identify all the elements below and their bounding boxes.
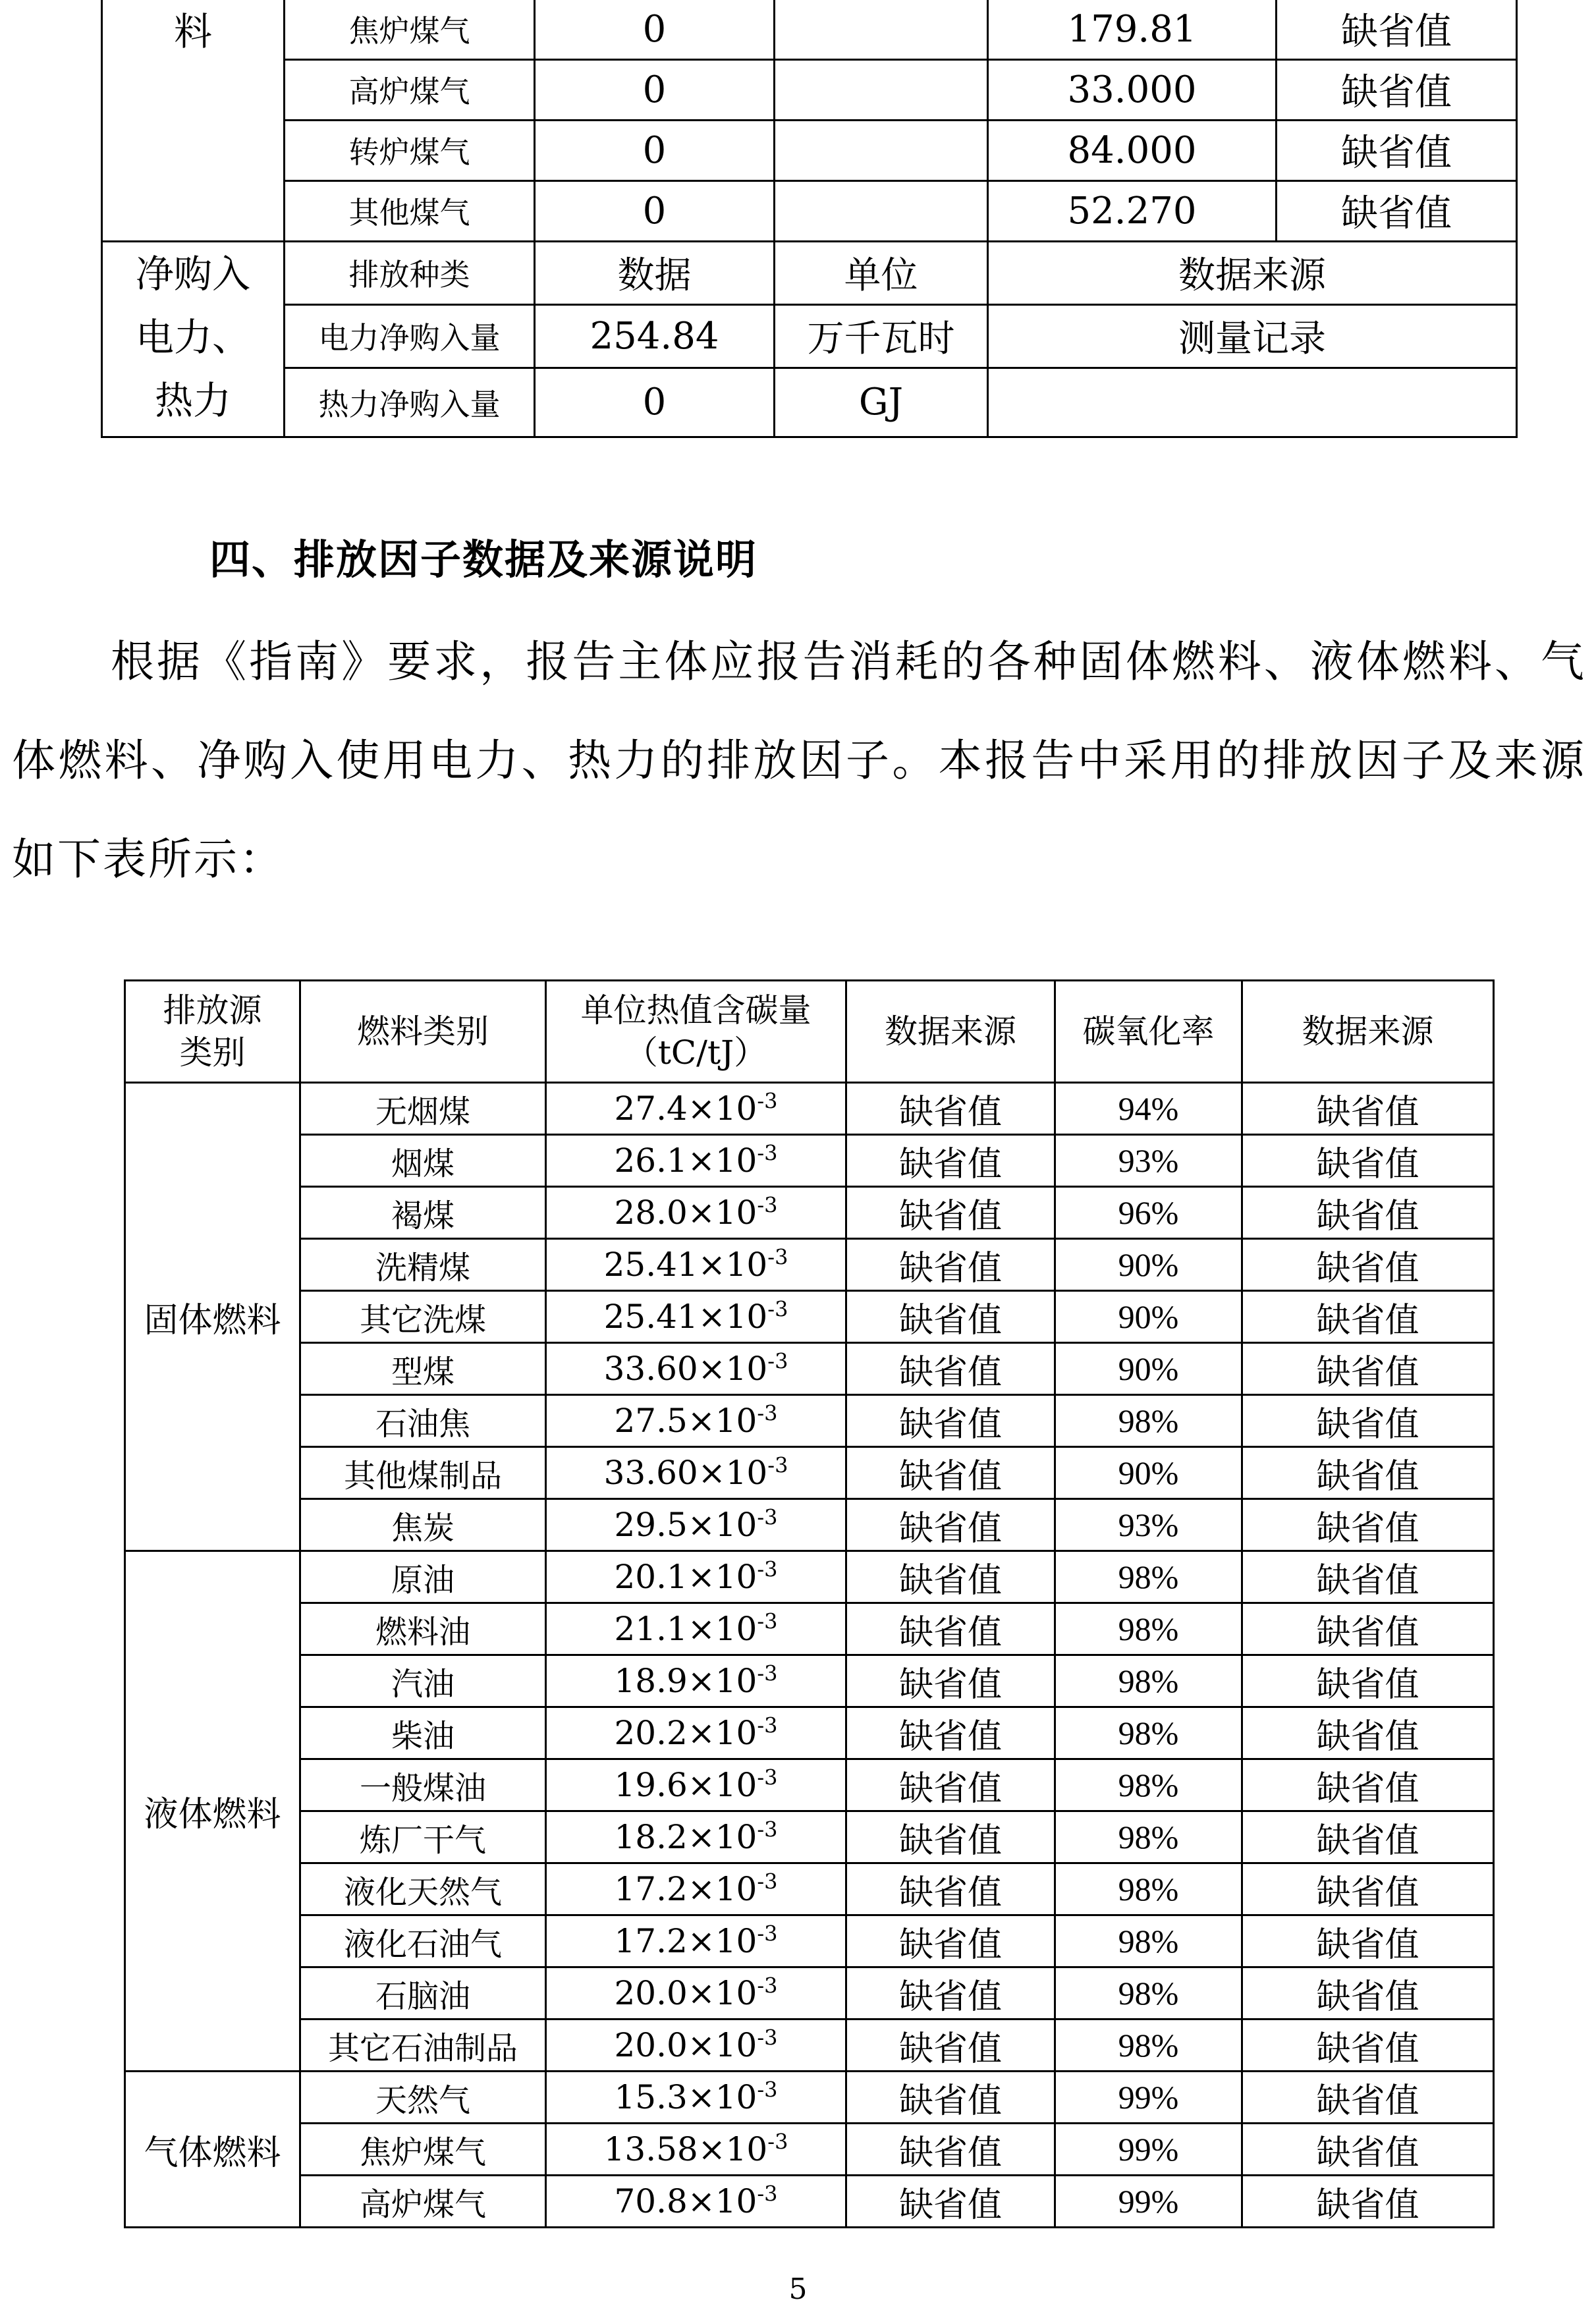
table-row [102,120,1517,180]
oxidation-source-cell: 缺省值 [1242,2176,1494,2228]
fuel-type-cell: 型煤 [300,1343,546,1395]
table-row [125,2020,1494,2072]
carbon-content-cell [546,1135,846,1187]
oxidation-rate-cell: 94% [1055,1083,1242,1135]
heat-data: 0 [535,368,775,437]
fuel-type-cell: 焦炉煤气 [300,2124,546,2176]
carbon-value: 17.2×10 [614,1870,757,1908]
table-row [125,1967,1494,2020]
exponent: -3 [767,1244,788,1270]
table-row [125,1603,1494,1655]
fuel-name: 高炉煤气 [285,59,535,120]
oxidation-rate-cell: 90% [1055,1343,1242,1395]
table-row [125,1707,1494,1759]
fuel-name: 转炉煤气 [285,120,535,180]
exponent: -3 [757,1973,778,1998]
oxidation-source-cell: 缺省值 [1242,1863,1494,1915]
exponent: -3 [767,2129,788,2155]
elec-type: 电力净购入量 [285,304,535,368]
carbon-content-cell [546,1863,846,1915]
exponent: -3 [757,2025,778,2050]
header-source1: 数据来源 [846,981,1055,1083]
fuel-type-cell: 高炉煤气 [300,2176,546,2228]
fuel-source: 缺省值 [1277,120,1517,180]
table-row [125,1759,1494,1811]
oxidation-rate-cell: 93% [1055,1499,1242,1551]
carbon-source-cell: 缺省值 [846,2176,1055,2228]
oxidation-rate-cell: 98% [1055,1551,1242,1603]
carbon-content-cell [546,1915,846,1967]
exponent: -3 [767,1452,788,1478]
carbon-source-cell: 缺省值 [846,1915,1055,1967]
carbon-source-cell: 缺省值 [846,1135,1055,1187]
header-line: 排放源 [163,991,262,1030]
category-line: 净购入 [135,251,250,296]
category-cell: 气体燃料 [125,2072,300,2228]
oxidation-rate-cell: 98% [1055,1603,1242,1655]
oxidation-rate-cell: 98% [1055,1395,1242,1447]
carbon-content-cell [546,1447,846,1499]
carbon-content-cell [546,1343,846,1395]
category-cell: 液体燃料 [125,1551,300,2072]
fuel-type-cell: 原油 [300,1551,546,1603]
header-line: 类别 [179,1033,246,1072]
carbon-source-cell: 缺省值 [846,1395,1055,1447]
exponent: -3 [757,1556,778,1582]
fuel-value: 52.270 [988,180,1277,241]
oxidation-rate-cell: 96% [1055,1187,1242,1239]
carbon-value: 20.1×10 [614,1558,757,1596]
carbon-content-cell [546,2072,846,2124]
carbon-content-cell [546,2020,846,2072]
fuel-source: 缺省值 [1277,180,1517,241]
fuel-type-cell: 无烟煤 [300,1083,546,1135]
carbon-value: 15.3×10 [614,2078,757,2116]
elec-data: 254.84 [535,304,775,368]
table-row [125,1551,1494,1603]
fuel-name: 焦炉煤气 [285,0,535,59]
carbon-content-cell [546,1239,846,1291]
carbon-content-cell [546,1083,846,1135]
table-row [102,368,1517,437]
oxidation-source-cell: 缺省值 [1242,1655,1494,1707]
carbon-value: 18.2×10 [614,1818,757,1856]
table-row [125,1291,1494,1343]
fuel-type-cell: 液化石油气 [300,1915,546,1967]
carbon-value: 21.1×10 [614,1610,757,1648]
exponent: -3 [757,1504,778,1530]
oxidation-source-cell: 缺省值 [1242,1499,1494,1551]
carbon-value: 27.5×10 [614,1402,757,1440]
fuel-unit [775,120,988,180]
header-oxidation: 碳氧化率 [1055,981,1242,1083]
exponent: -3 [767,1348,788,1374]
oxidation-rate-cell: 98% [1055,2020,1242,2072]
carbon-value: 33.60×10 [603,1350,768,1388]
header-type: 排放种类 [285,241,535,304]
fuel-data: 0 [535,120,775,180]
section-heading: 四、排放因子数据及来源说明 [209,536,758,584]
carbon-content-cell [546,1811,846,1863]
fuel-type-cell: 液化天然气 [300,1863,546,1915]
oxidation-rate-cell: 93% [1055,1135,1242,1187]
oxidation-rate-cell: 99% [1055,2176,1242,2228]
section-paragraph: 根据《指南》要求，报告主体应报告消耗的各种固体燃料、液体燃料、气体燃料、净购入使用电力、热力的排放因子。本报告中采用的排放因子及来源如下表所示： [12,636,1586,885]
table-row [125,1239,1494,1291]
table-row [125,1395,1494,1447]
carbon-source-cell: 缺省值 [846,1083,1055,1135]
carbon-content-cell [546,1707,846,1759]
header-category [125,981,300,1083]
fuel-type-cell: 洗精煤 [300,1239,546,1291]
fuel-data: 0 [535,0,775,59]
carbon-source-cell: 缺省值 [846,1655,1055,1707]
table-header-row [125,981,1494,1083]
carbon-source-cell: 缺省值 [846,1187,1055,1239]
carbon-source-cell: 缺省值 [846,1863,1055,1915]
table-row [125,1135,1494,1187]
table-row [125,1655,1494,1707]
fuel-type-cell: 其它洗煤 [300,1291,546,1343]
table-row [125,2072,1494,2124]
exponent: -3 [757,1192,778,1218]
oxidation-source-cell: 缺省值 [1242,1291,1494,1343]
header-source: 数据来源 [988,241,1517,304]
table-row [125,1863,1494,1915]
header-carbon [546,981,846,1083]
oxidation-source-cell: 缺省值 [1242,1603,1494,1655]
fuel-type-cell: 汽油 [300,1655,546,1707]
table-row [125,1915,1494,1967]
carbon-source-cell: 缺省值 [846,1707,1055,1759]
fuel-type-cell: 其他煤制品 [300,1447,546,1499]
carbon-content-cell [546,1291,846,1343]
emission-data-table-continued [101,0,1518,438]
carbon-source-cell: 缺省值 [846,1447,1055,1499]
carbon-content-cell [546,1499,846,1551]
header-line: （tC/tJ） [624,1033,767,1072]
fuel-type-cell: 柴油 [300,1707,546,1759]
carbon-value: 70.8×10 [614,2182,757,2220]
carbon-source-cell: 缺省值 [846,1759,1055,1811]
fuel-value: 84.000 [988,120,1277,180]
oxidation-source-cell: 缺省值 [1242,1707,1494,1759]
heat-unit: GJ [775,368,988,437]
table-row [102,304,1517,368]
oxidation-rate-cell: 98% [1055,1655,1242,1707]
fuel-source: 缺省值 [1277,0,1517,59]
carbon-content-cell [546,1655,846,1707]
carbon-content-cell [546,2124,846,2176]
fuel-type-cell: 其它石油制品 [300,2020,546,2072]
header-unit: 单位 [775,241,988,304]
carbon-value: 18.9×10 [614,1662,757,1700]
oxidation-source-cell: 缺省值 [1242,2020,1494,2072]
carbon-content-cell [546,2176,846,2228]
carbon-source-cell: 缺省值 [846,1811,1055,1863]
oxidation-source-cell: 缺省值 [1242,1395,1494,1447]
carbon-content-cell [546,1551,846,1603]
fuel-unit [775,0,988,59]
oxidation-source-cell: 缺省值 [1242,1239,1494,1291]
carbon-value: 20.2×10 [614,1714,757,1752]
fuel-name: 其他煤气 [285,180,535,241]
table-row [125,2176,1494,2228]
exponent: -3 [757,1765,778,1790]
fuel-type-cell: 焦炭 [300,1499,546,1551]
oxidation-rate-cell: 98% [1055,1967,1242,2020]
exponent: -3 [757,1661,778,1686]
exponent: -3 [767,1296,788,1322]
table-row [125,1447,1494,1499]
oxidation-rate-cell: 98% [1055,1915,1242,1967]
fuel-data: 0 [535,59,775,120]
electricity-category-cell [102,241,285,437]
carbon-value: 25.41×10 [603,1246,768,1284]
fuel-type-cell: 炼厂干气 [300,1811,546,1863]
exponent: -3 [757,1088,778,1114]
table-row [125,1187,1494,1239]
carbon-value: 19.6×10 [614,1766,757,1804]
carbon-value: 29.5×10 [614,1506,757,1544]
carbon-source-cell: 缺省值 [846,2124,1055,2176]
carbon-content-cell [546,1759,846,1811]
oxidation-rate-cell: 99% [1055,2124,1242,2176]
oxidation-source-cell: 缺省值 [1242,2072,1494,2124]
table-header-row [102,241,1517,304]
carbon-value: 13.58×10 [603,2130,768,2168]
oxidation-source-cell: 缺省值 [1242,1811,1494,1863]
fuel-type-cell: 天然气 [300,2072,546,2124]
carbon-content-cell [546,1603,846,1655]
fuel-unit [775,59,988,120]
fuel-value: 33.000 [988,59,1277,120]
oxidation-rate-cell: 90% [1055,1447,1242,1499]
oxidation-source-cell: 缺省值 [1242,1135,1494,1187]
table-row [125,1343,1494,1395]
category-line: 热力 [154,377,231,423]
fuel-type-cell: 石油焦 [300,1395,546,1447]
oxidation-rate-cell: 90% [1055,1239,1242,1291]
carbon-value: 28.0×10 [614,1194,757,1232]
oxidation-rate-cell: 90% [1055,1291,1242,1343]
table-row [102,59,1517,120]
oxidation-source-cell: 缺省值 [1242,1447,1494,1499]
carbon-source-cell: 缺省值 [846,1967,1055,2020]
carbon-source-cell: 缺省值 [846,2020,1055,2072]
table-row [125,1811,1494,1863]
exponent: -3 [757,2181,778,2207]
header-source2: 数据来源 [1242,981,1494,1083]
exponent: -3 [757,1608,778,1634]
heat-type: 热力净购入量 [285,368,535,437]
table-row [125,1083,1494,1135]
carbon-source-cell: 缺省值 [846,1603,1055,1655]
fuel-type-cell: 燃料油 [300,1603,546,1655]
exponent: -3 [757,1869,778,1894]
carbon-source-cell: 缺省值 [846,1551,1055,1603]
category-cell: 固体燃料 [125,1083,300,1551]
exponent: -3 [757,1713,778,1738]
carbon-content-cell [546,1187,846,1239]
page-number: 5 [788,2272,808,2306]
oxidation-source-cell: 缺省值 [1242,2124,1494,2176]
carbon-content-cell [546,1967,846,2020]
oxidation-source-cell: 缺省值 [1242,1915,1494,1967]
fuel-type-cell: 石脑油 [300,1967,546,2020]
carbon-value: 25.41×10 [603,1298,768,1336]
fuel-type-cell: 烟煤 [300,1135,546,1187]
fuel-source: 缺省值 [1277,59,1517,120]
header-data: 数据 [535,241,775,304]
oxidation-source-cell: 缺省值 [1242,1187,1494,1239]
carbon-source-cell: 缺省值 [846,1239,1055,1291]
table-row [102,180,1517,241]
carbon-source-cell: 缺省值 [846,2072,1055,2124]
fuel-unit [775,180,988,241]
oxidation-rate-cell: 98% [1055,1707,1242,1759]
oxidation-rate-cell: 98% [1055,1863,1242,1915]
category-line: 电力、 [135,314,250,360]
oxidation-rate-cell: 98% [1055,1759,1242,1811]
oxidation-source-cell: 缺省值 [1242,1759,1494,1811]
carbon-value: 26.1×10 [614,1141,757,1180]
carbon-value: 33.60×10 [603,1454,768,1492]
fuel-type-cell: 一般煤油 [300,1759,546,1811]
exponent: -3 [757,1400,778,1426]
carbon-value: 17.2×10 [614,1922,757,1960]
fuel-value: 179.81 [988,0,1277,59]
oxidation-rate-cell: 98% [1055,1811,1242,1863]
fuel-type-cell: 褐煤 [300,1187,546,1239]
fuel-category-cell: 料 [102,0,285,241]
exponent: -3 [757,1921,778,1946]
oxidation-rate-cell: 99% [1055,2072,1242,2124]
oxidation-source-cell: 缺省值 [1242,1967,1494,2020]
carbon-content-cell [546,1395,846,1447]
elec-unit: 万千瓦时 [775,304,988,368]
exponent: -3 [757,1140,778,1166]
oxidation-source-cell: 缺省值 [1242,1083,1494,1135]
heat-source [988,368,1517,437]
exponent: -3 [757,1817,778,1842]
oxidation-source-cell: 缺省值 [1242,1343,1494,1395]
carbon-value: 20.0×10 [614,2026,757,2064]
header-fuel: 燃料类别 [300,981,546,1083]
carbon-value: 27.4×10 [614,1089,757,1128]
carbon-source-cell: 缺省值 [846,1343,1055,1395]
fuel-data: 0 [535,180,775,241]
table-row [125,2124,1494,2176]
carbon-source-cell: 缺省值 [846,1499,1055,1551]
carbon-source-cell: 缺省值 [846,1291,1055,1343]
oxidation-source-cell: 缺省值 [1242,1551,1494,1603]
exponent: -3 [757,2077,778,2102]
emission-factor-table [124,979,1495,2228]
carbon-value: 20.0×10 [614,1974,757,2012]
elec-source: 测量记录 [988,304,1517,368]
table-row [102,0,1517,59]
header-line: 单位热值含碳量 [580,991,812,1030]
table-row [125,1499,1494,1551]
